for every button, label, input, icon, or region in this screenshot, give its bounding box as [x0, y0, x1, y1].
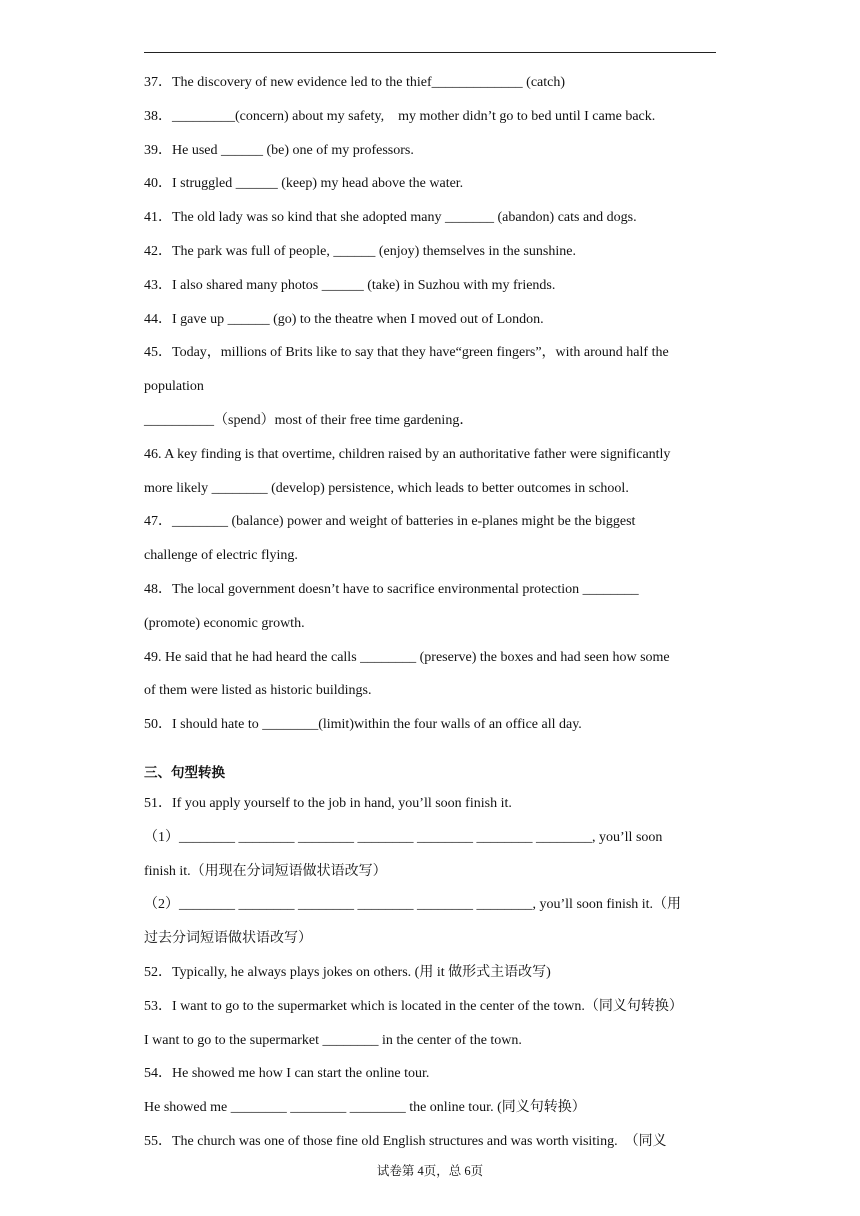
- question-line: 45．Today，millions of Brits like to say that they have“green fingers”，with around half the: [144, 345, 669, 361]
- question-line: 38．_________(concern) about my safety, my mother didn’t go to bed until I came back.: [144, 108, 656, 124]
- question-line: I want to go to the supermarket ________ in the center of the town.: [144, 1032, 522, 1048]
- question-line: finish it.（用现在分词短语做状语改写）: [144, 863, 387, 879]
- question-line: 55．The church was one of those fine old English structures and was worth visiting. （同义: [144, 1133, 667, 1149]
- question-line: 48．The local government doesn’t have to sacrifice environmental protection ________: [144, 581, 639, 597]
- question-line: population: [144, 379, 204, 395]
- question-line: 51．If you apply yourself to the job in hand, you’ll soon finish it.: [144, 795, 512, 811]
- question-line: 43．I also shared many photos ______ (take) in Suzhou with my friends.: [144, 277, 556, 293]
- question-line: 49. He said that he had heard the calls ________ (preserve) the boxes and had seen how some: [144, 649, 670, 665]
- question-line: 50．I should hate to ________(limit)within the four walls of an office all day.: [144, 717, 582, 733]
- question-line: challenge of electric flying.: [144, 548, 298, 564]
- question-line: 过去分词短语做状语改写）: [144, 931, 312, 947]
- question-line: 46. A key finding is that overtime, children raised by an authoritative father were significantly: [144, 446, 671, 462]
- question-line: 37．The discovery of new evidence led to the thief_____________ (catch): [144, 75, 566, 90]
- worksheet-content: [144, 66, 720, 1159]
- question-line: He showed me ________ ________ ________ the online tour. (同义句转换）: [144, 1100, 586, 1116]
- fill-in-questions: [144, 66, 720, 742]
- question-line: 44．I gave up ______ (go) to the theatre when I moved out of London.: [144, 311, 544, 327]
- question-line: （1）________ ________ ________ ________ ________ ________ ________, you’ll soon: [144, 829, 663, 845]
- page-footer: 试卷第 4页，总 6页: [376, 1164, 484, 1178]
- question-line: 42．The park was full of people, ______ (enjoy) themselves in the sunshine.: [144, 243, 576, 259]
- question-line: more likely ________ (develop) persistence, which leads to better outcomes in school.: [144, 480, 629, 496]
- question-line: 47．________ (balance) power and weight of batteries in e-planes might be the biggest: [144, 514, 636, 530]
- question-line: 39．He used ______ (be) one of my professors.: [144, 142, 414, 158]
- question-line: __________（spend）most of their free time gardening．: [144, 412, 474, 428]
- question-line: 54．He showed me how I can start the online tour.: [144, 1066, 430, 1082]
- question-line: of them were listed as historic buildings.: [144, 683, 372, 699]
- question-line: (promote) economic growth.: [144, 615, 305, 631]
- sentence-transformation-questions: [144, 787, 720, 1159]
- header-rule: [144, 52, 716, 53]
- question-line: 40．I struggled ______ (keep) my head above the water.: [144, 176, 464, 192]
- question-line: 53．I want to go to the supermarket which is located in the center of the town.（同义句转换）: [144, 998, 683, 1014]
- question-line: 52．Typically, he always plays jokes on others. (用 it 做形式主语改写): [144, 964, 551, 980]
- question-line: 41．The old lady was so kind that she adopted many _______ (abandon) cats and dogs.: [144, 210, 637, 226]
- section-title: 三、句型转换: [144, 764, 225, 781]
- question-line: （2）________ ________ ________ ________ ________ ________, you’ll soon finish it.（用: [144, 897, 682, 913]
